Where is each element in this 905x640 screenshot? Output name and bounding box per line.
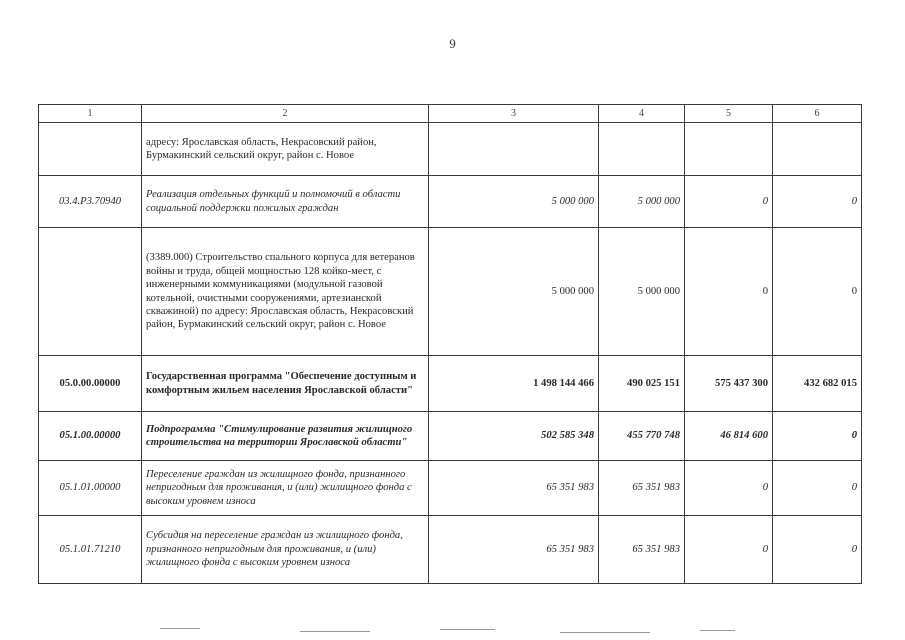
row-value-3: 65 351 983: [429, 516, 599, 584]
row-name: Реализация отдельных функций и полномочий в области социальной поддержки пожилых граждан: [142, 176, 429, 228]
scan-artifact: [160, 628, 200, 629]
row-value-3: 1 498 144 466: [429, 356, 599, 412]
row-code: [39, 123, 142, 176]
row-value-6: [773, 123, 862, 176]
row-value-4: [599, 123, 685, 176]
row-name: адресу: Ярославская область, Некрасовский район, Бурмакинский сельский округ, район с. Новое: [142, 123, 429, 176]
table-row: [39, 228, 862, 356]
row-value-4: 490 025 151: [599, 356, 685, 412]
row-value-6: 432 682 015: [773, 356, 862, 412]
row-code: 05.1.01.00000: [39, 461, 142, 516]
row-name: Подпрограмма "Стимулирование развития жилищного строительства на территории Ярославской области": [142, 412, 429, 461]
column-number-3: 3: [429, 105, 599, 123]
budget-table: [38, 104, 862, 584]
scan-artifact: [300, 631, 370, 632]
row-value-5: 0: [685, 516, 773, 584]
table-row: [39, 123, 862, 176]
row-value-4: 5 000 000: [599, 228, 685, 356]
scan-artifact: [560, 632, 650, 633]
row-value-5: 0: [685, 228, 773, 356]
row-name: Государственная программа "Обеспечение доступным и комфортным жильем населения Ярославской области": [142, 356, 429, 412]
table-row: [39, 412, 862, 461]
row-value-3: 5 000 000: [429, 176, 599, 228]
row-value-5: 0: [685, 461, 773, 516]
column-number-4: 4: [599, 105, 685, 123]
row-code: 05.0.00.00000: [39, 356, 142, 412]
column-number-5: 5: [685, 105, 773, 123]
row-value-6: 0: [773, 228, 862, 356]
row-value-5: 575 437 300: [685, 356, 773, 412]
row-value-5: 46 814 600: [685, 412, 773, 461]
row-value-5: [685, 123, 773, 176]
row-name: Переселение граждан из жилищного фонда, признанного непригодным для проживания, и (или) жилищного фонда с высоким уровнем износа: [142, 461, 429, 516]
column-number-6: 6: [773, 105, 862, 123]
row-code: 05.1.00.00000: [39, 412, 142, 461]
row-value-3: 502 585 348: [429, 412, 599, 461]
page-number: 9: [449, 36, 456, 51]
row-value-3: [429, 123, 599, 176]
table-row: [39, 356, 862, 412]
row-name: (3389.000) Строительство спального корпуса для ветеранов войны и труда, общей мощностью 128 койко-мест, с инженерными коммуникациями (модульной газовой котельной, очистными сооружениями, артезианской скважиной) по адресу: Ярославская область, Некрасовский район, Бурмакинский сельский округ, район с. Новое: [142, 228, 429, 356]
row-value-4: 65 351 983: [599, 516, 685, 584]
column-number-1: 1: [39, 105, 142, 123]
row-code: [39, 228, 142, 356]
row-value-6: 0: [773, 516, 862, 584]
scan-artifact: [440, 629, 495, 630]
row-value-4: 65 351 983: [599, 461, 685, 516]
column-number-2: 2: [142, 105, 429, 123]
row-value-4: 5 000 000: [599, 176, 685, 228]
row-code: 03.4.P3.70940: [39, 176, 142, 228]
row-value-3: 65 351 983: [429, 461, 599, 516]
row-value-6: 0: [773, 412, 862, 461]
row-value-6: 0: [773, 176, 862, 228]
row-value-5: 0: [685, 176, 773, 228]
table-row: [39, 176, 862, 228]
scan-artifact: [700, 630, 735, 631]
row-code: 05.1.01.71210: [39, 516, 142, 584]
table-row: [39, 516, 862, 584]
row-value-4: 455 770 748: [599, 412, 685, 461]
table-row: [39, 461, 862, 516]
row-name: Субсидия на переселение граждан из жилищного фонда, признанного непригодным для проживания, и (или) жилищного фонда с высоким уровнем износа: [142, 516, 429, 584]
row-value-3: 5 000 000: [429, 228, 599, 356]
table-header-row: [39, 105, 862, 123]
row-value-6: 0: [773, 461, 862, 516]
